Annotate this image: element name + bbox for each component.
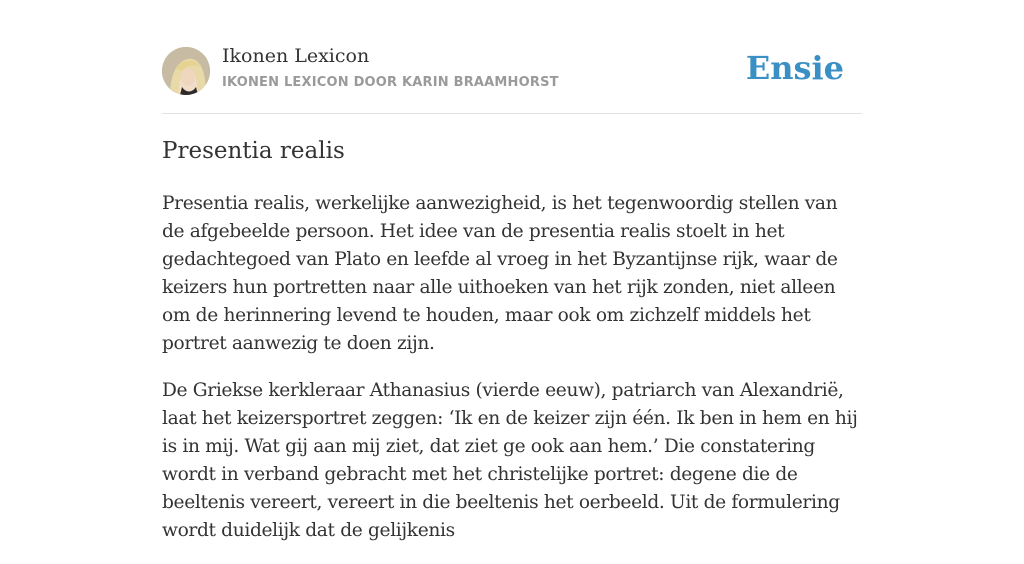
author-portrait-icon [162,47,210,95]
article-title: Presentia realis [162,138,345,164]
article-body [162,190,862,564]
lexicon-subtitle[interactable]: IKONEN LEXICON DOOR KARIN BRAAMHORST [222,75,559,90]
article-paragraph: De Griekse kerkleraar Athanasius (vierde eeuw), patriarch van Alexandrië, laat het keizersportret zeggen: ‘Ik en de keizer zijn één. Ik ben in hem en hij is in mij. Wat gij aan mij ziet, dat ziet ge ook aan hem.’ Die constatering wordt in verband gebracht met het christelijke portret: degene die de beeltenis vereert, vereert in die beeltenis het oerbeeld. Uit de formulering wordt duidelijk dat de gelijkenis [162,380,858,541]
page-container [162,0,862,541]
lexicon-title[interactable]: Ikonen Lexicon [222,45,370,67]
article-paragraph: Presentia realis, werkelijke aanwezigheid, is het tegenwoordig stellen van de afgebeelde persoon. Het idee van de presentia realis stoelt in het gedachtegoed van Plato en leefde al vroeg in het Byzantijnse rijk, waar de keizers hun portretten naar alle uithoeken van het rijk zonden, niet alleen om de herinnering levend te houden, maar ook om zichzelf middels het portret aanwezig te doen zijn. [162,193,838,354]
author-avatar[interactable] [162,47,210,95]
ensie-logo[interactable]: Ensie [745,49,844,87]
lexicon-header [162,0,862,114]
